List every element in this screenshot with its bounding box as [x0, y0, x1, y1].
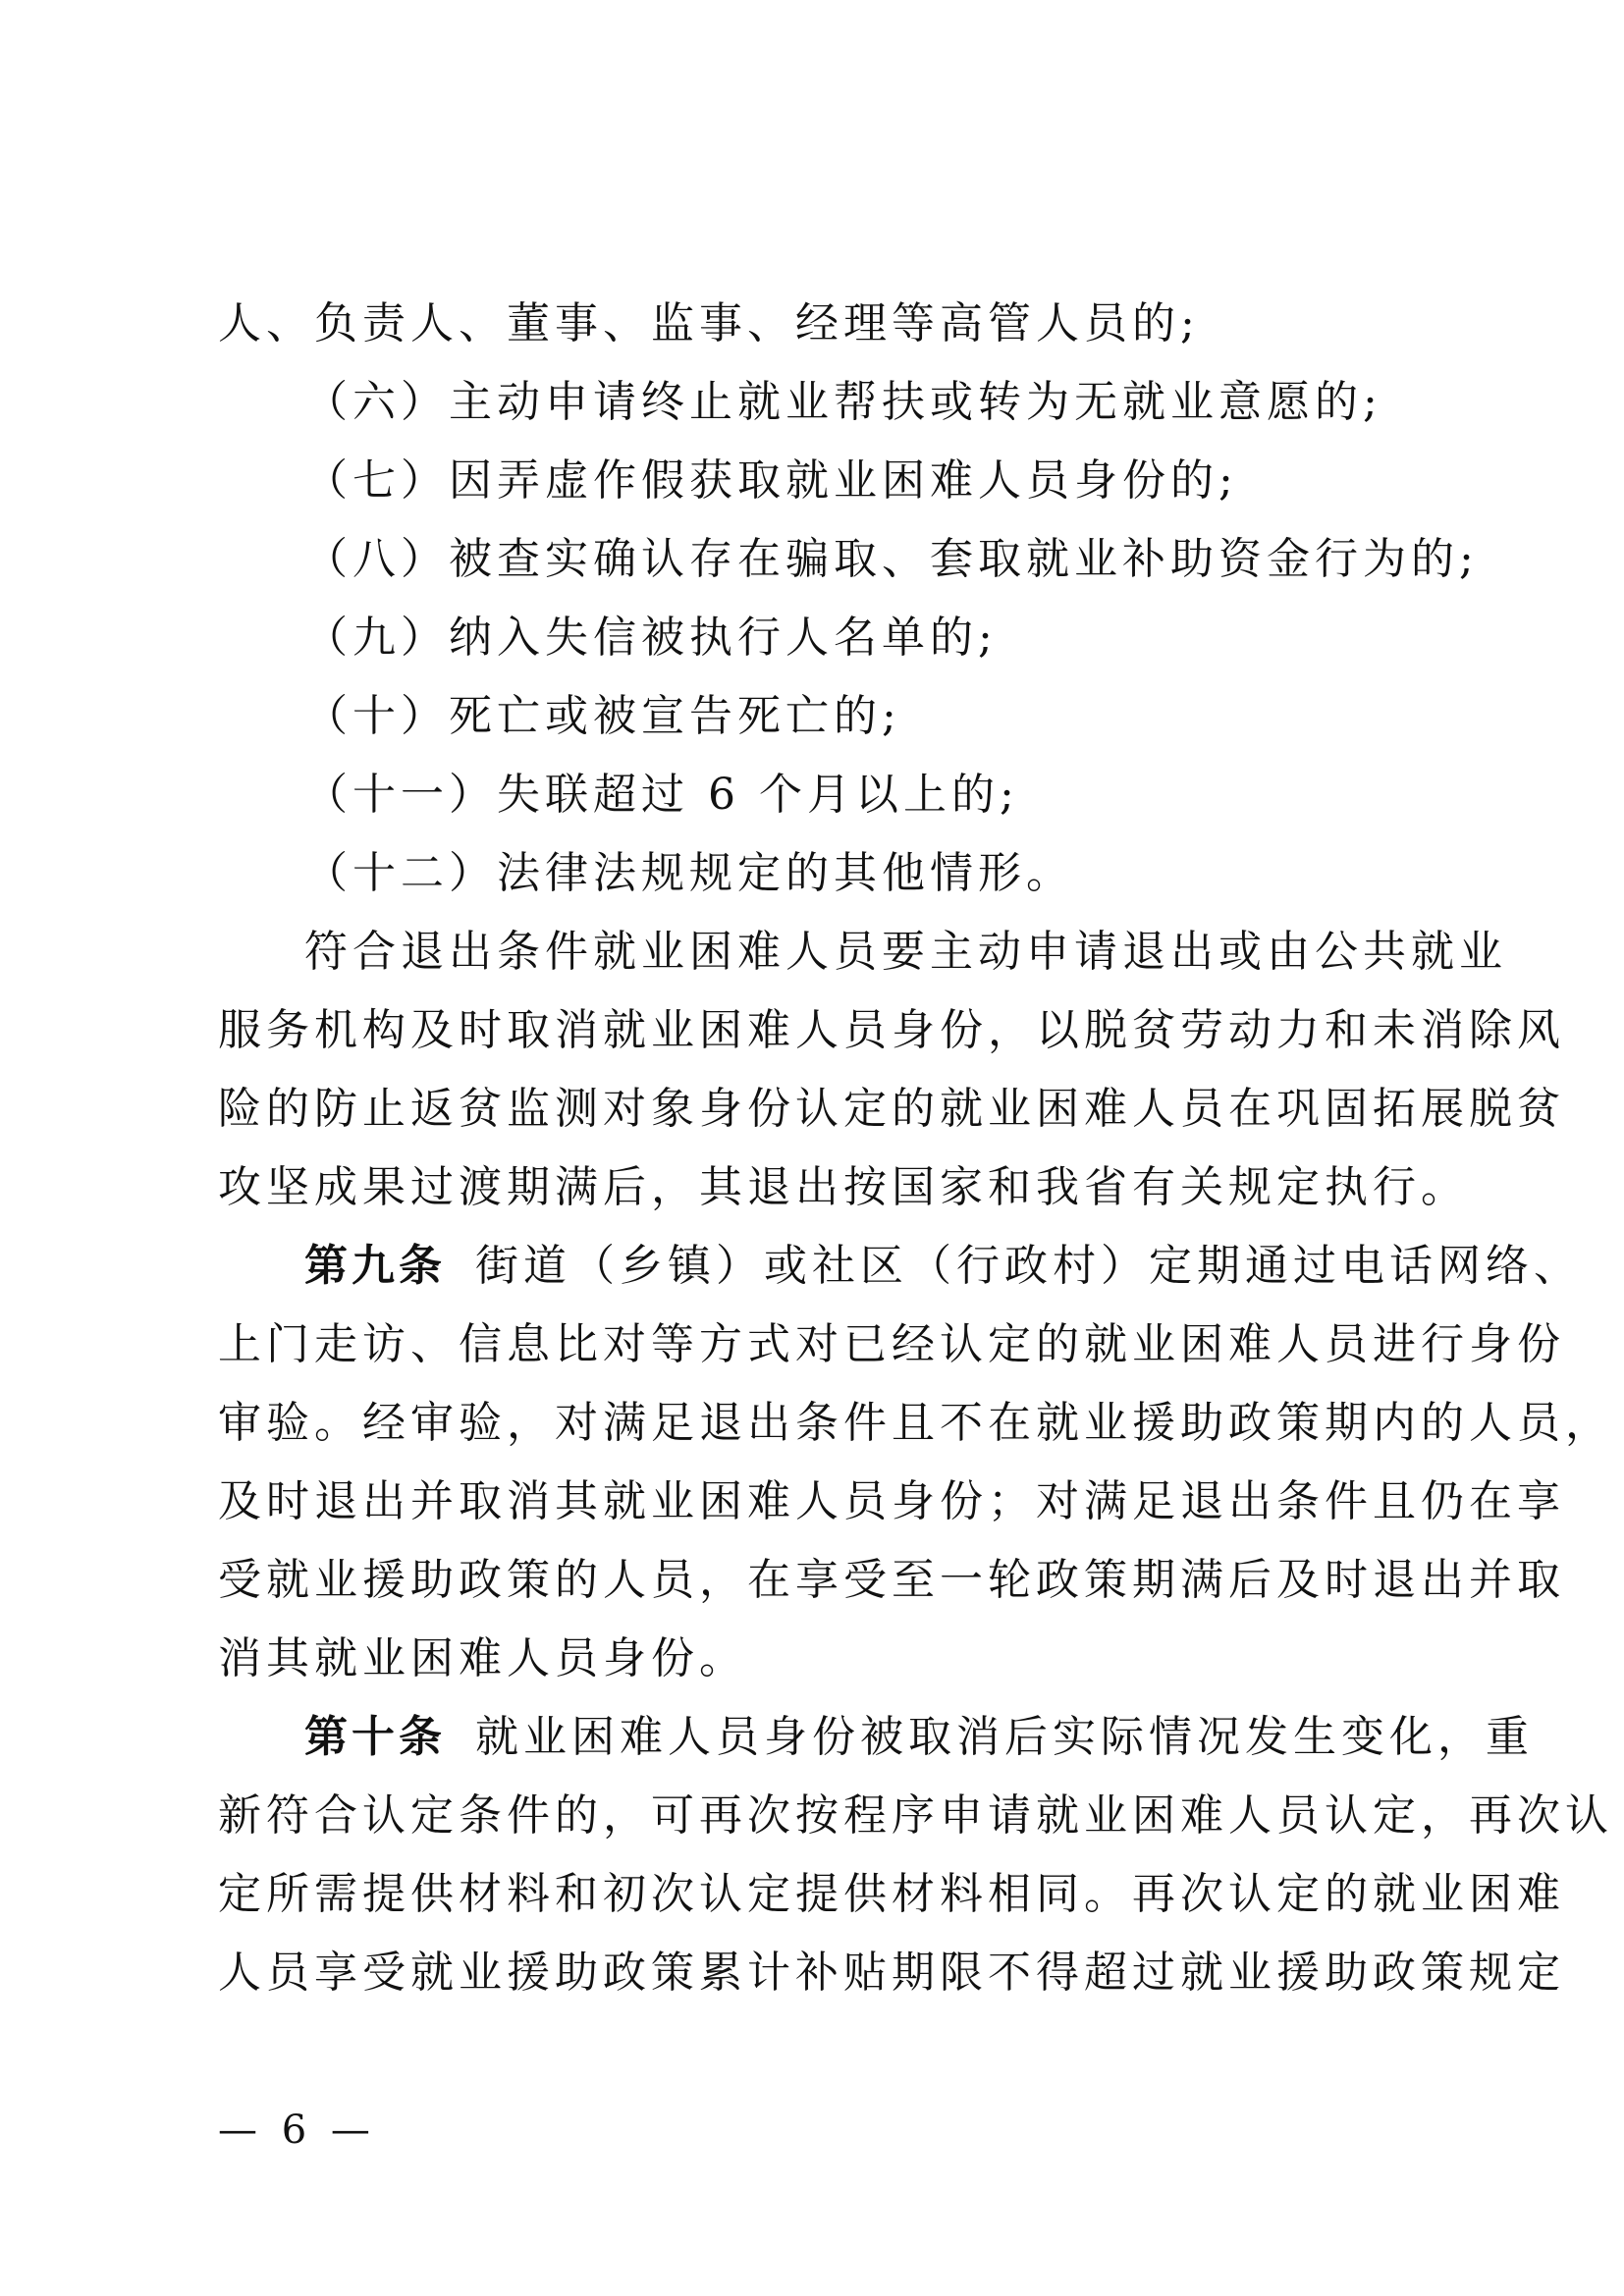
paragraph-line: 符合退出条件就业困难人员要主动申请退出或由公共就业	[304, 927, 1507, 977]
text-line: 人、负责人、董事、监事、经理等高管人员的;	[218, 298, 1200, 348]
article-9-heading: 第九条	[304, 1241, 446, 1291]
paragraph-line: 险的防止返贫监测对象身份认定的就业困难人员在巩固拓展脱贫	[218, 1084, 1565, 1134]
paragraph-line: 审验。经审验，对满足退出条件且不在就业援助政策期内的人员，	[218, 1398, 1613, 1448]
list-item: （六）主动申请终止就业帮扶或转为无就业意愿的;	[304, 377, 1382, 427]
paragraph-line: 上门走访、信息比对等方式对已经认定的就业困难人员进行身份	[218, 1319, 1565, 1369]
paragraph-line: 消其就业困难人员身份。	[218, 1633, 747, 1683]
paragraph-line: 受就业援助政策的人员，在享受至一轮政策期满后及时退出并取	[218, 1555, 1565, 1605]
article-10-text: 就业困难人员身份被取消后实际情况发生变化，重	[475, 1712, 1534, 1762]
paragraph-line: 攻坚成果过渡期满后，其退出按国家和我省有关规定执行。	[218, 1162, 1469, 1212]
article-9-text: 街道（乡镇）或社区（行政村）定期通过电话网络、	[475, 1241, 1582, 1291]
paragraph-line: 及时退出并取消其就业困难人员身份；对满足退出条件且仍在享	[218, 1476, 1565, 1526]
paragraph-line: 人员享受就业援助政策累计补贴期限不得超过就业援助政策规定	[218, 1948, 1565, 1998]
article-10-heading: 第十条	[304, 1712, 446, 1762]
article-10-first-line	[218, 1698, 1534, 1777]
paragraph-line: 服务机构及时取消就业困难人员身份，以脱贫劳动力和未消除风	[218, 1005, 1565, 1055]
paragraph-line: 定所需提供材料和初次认定提供材料相同。再次认定的就业困难	[218, 1869, 1565, 1919]
list-item: （七）因弄虚作假获取就业困难人员身份的;	[304, 455, 1238, 506]
paragraph-line: 新符合认定条件的，可再次按程序申请就业困难人员认定，再次认	[218, 1790, 1613, 1841]
list-item: （九）纳入失信被执行人名单的;	[304, 613, 998, 663]
list-item: （十一）失联超过 6 个月以上的;	[304, 770, 1019, 820]
document-body	[218, 285, 1613, 2012]
page-number: — 6 —	[218, 2108, 376, 2153]
list-item: （十二）法律法规规定的其他情形。	[304, 848, 1074, 898]
article-9-first-line	[218, 1227, 1582, 1306]
list-item: （八）被查实确认存在骗取、套取就业补助资金行为的;	[304, 534, 1479, 584]
list-item: （十）死亡或被宣告死亡的;	[304, 691, 901, 741]
